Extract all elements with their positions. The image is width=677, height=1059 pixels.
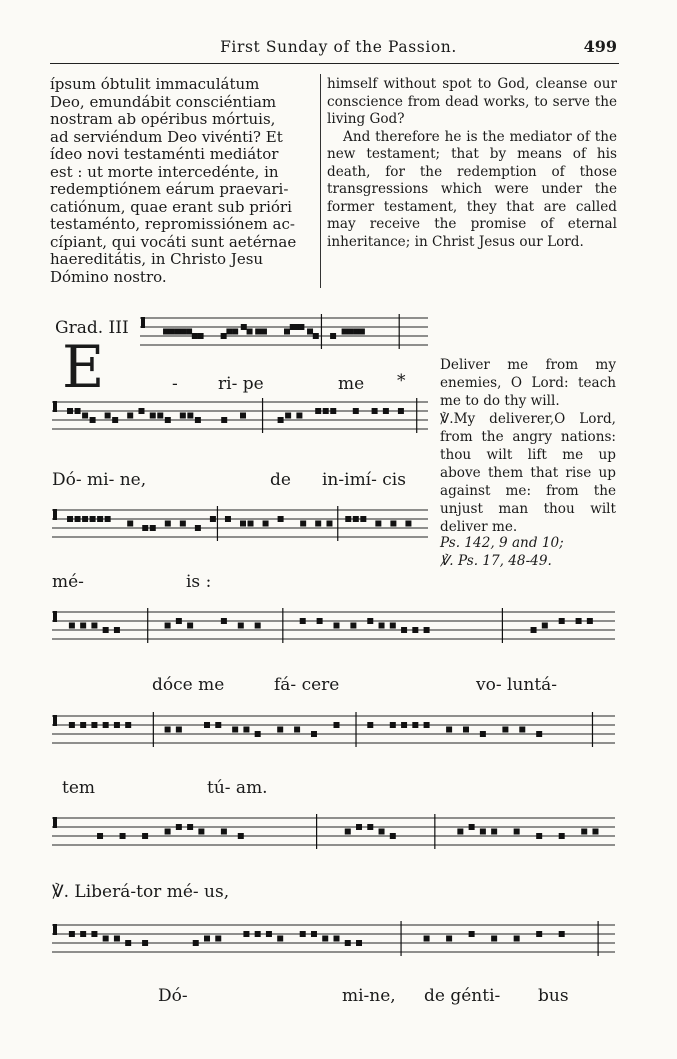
neume (142, 940, 148, 946)
neume (300, 931, 306, 937)
lyric-syllable: bus (538, 986, 569, 1006)
lyric-syllable: dóce me (152, 675, 225, 695)
latin-line: ídeo novi testaménti mediátor (50, 145, 279, 163)
latin-line: testaménto, repromissiónem ac- (50, 215, 295, 233)
lyric-syllable: Dó- mi- ne, (52, 470, 147, 490)
english-paragraph: himself without spot to God, cleanse our conscience from dead works, to serve the living God? (327, 76, 617, 127)
lyric-syllable: fá- cere (274, 675, 340, 695)
gradual-initial: E (62, 333, 105, 401)
lyric-syllable: mi-ne, (342, 986, 396, 1006)
latin-line: haereditátis, in Christo Jesu (50, 250, 264, 268)
lyric-syllable: mé- (52, 572, 84, 592)
reference-line: ℣. Ps. 17, 48-49. (440, 553, 552, 569)
lyric-syllable: - (172, 374, 178, 394)
neume (322, 936, 328, 942)
neume (536, 931, 542, 937)
lyric-syllable: Dó- (158, 986, 188, 1006)
neume (80, 931, 86, 937)
neume (469, 931, 475, 937)
lyric-syllable: tem (62, 778, 96, 798)
neume (266, 931, 272, 937)
neume (424, 936, 430, 942)
english-paragraph: And therefore he is the mediator of the new testament; that by means of his death, for the redemption of those transgressions which were under the former testament, they that are called may receive the promise of eternal inheritance; in Christ Jesus our Lord. (327, 128, 617, 250)
lyric-syllable: ri- pe (218, 374, 264, 394)
latin-line: Deo, emundábit consciéntiam (50, 92, 277, 111)
neume (255, 931, 261, 937)
neume (69, 931, 75, 937)
neume (125, 940, 131, 946)
latin-line: cípiant, qui vocáti sunt aetérnae (50, 232, 297, 251)
latin-line: est : ut morte intercedénte, in (50, 162, 279, 181)
neume (103, 936, 109, 942)
neume (491, 936, 497, 942)
neume (345, 940, 351, 946)
gradual-label: Grad. III (55, 318, 129, 338)
lyric-syllable: * (397, 371, 406, 391)
lyric-syllable: ℣. Liberá-tor mé- us, (52, 882, 230, 902)
neume (559, 931, 565, 937)
lyric-syllable: de (270, 470, 291, 490)
neume (446, 936, 452, 942)
lyric-syllable: is : (186, 572, 212, 592)
lyric-syllable: in-imí- cis (322, 470, 406, 490)
translation-text: Deliver me from my enemies, O Lord: teach me to do thy will. (440, 357, 616, 409)
neume (193, 940, 199, 946)
neume (204, 936, 210, 942)
lyric-syllable: de génti- (424, 986, 501, 1006)
neume (514, 936, 520, 942)
latin-line: ad serviéndum Deo vivénti? Et (50, 127, 283, 146)
neume (243, 931, 249, 937)
neume (114, 936, 120, 942)
translation-block (440, 356, 616, 536)
translation-verse: ℣.My deliverer,O Lord, from the angry nations: thou wilt lift me up above them that rise up against me: from the unjust man thou wilt deliver me. (440, 411, 616, 535)
neume (277, 936, 283, 942)
latin-line: catiónum, quae erant sub prióri (50, 197, 292, 216)
page-number: 499 (583, 37, 617, 56)
lyric-syllable: me (338, 374, 365, 394)
latin-line: nostram ab opéribus mórtuis, (50, 110, 276, 128)
lyric-syllable: vo- luntá- (476, 675, 558, 695)
scripture-reference (440, 534, 620, 570)
clef (53, 924, 57, 935)
lyric-syllable: tú- am. (207, 778, 268, 798)
reference-line: Ps. 142, 9 and 10; (440, 535, 564, 551)
neume (356, 940, 362, 946)
latin-line: ípsum óbtulit immaculátum (50, 75, 260, 93)
neume (215, 936, 221, 942)
neume (334, 936, 340, 942)
latin-line: Dómino nostro. (50, 267, 167, 286)
header-title: First Sunday of the Passion. (220, 38, 457, 56)
latin-line: redemptiónem eárum praevari- (50, 180, 289, 198)
neume (91, 931, 97, 937)
neume (311, 931, 317, 937)
